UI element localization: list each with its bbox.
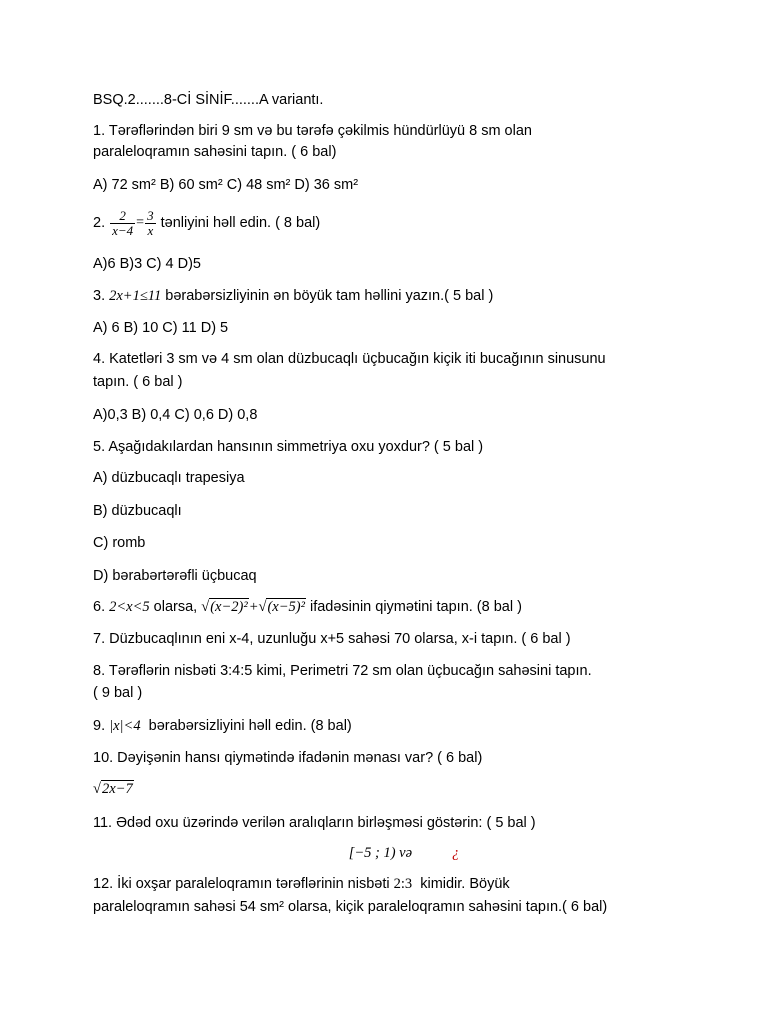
fraction-right: [145, 209, 156, 238]
question-3-text: bərabərsizliyinin ən böyük tam həllini yazın.( 5 bal ): [165, 288, 494, 304]
question-6-olarsa: olarsa,: [153, 599, 198, 615]
plus-sign: +: [248, 599, 259, 615]
question-4-line-1: 4. Katetləri 3 sm və 4 sm olan düzbucaqlı üçbucağın kiçik iti bucağının sinusunu: [93, 351, 606, 367]
question-6-text: ifadəsinin qiymətini tapın. (8 bal ): [309, 599, 522, 615]
question-5: 5. Aşağıdakılardan hansının simmetriya oxu yoxdur? ( 5 bal ): [93, 439, 484, 455]
question-8-line-1: 8. Tərəflərin nisbəti 3:4:5 kimi, Perimetri 72 sm olan üçbucağın sahəsini tapın.: [93, 663, 592, 679]
square-root-expression: √2x−7: [93, 781, 133, 797]
question-4-line-2: tapın. ( 6 bal ): [93, 374, 183, 390]
question-12-text-start: 12. İki oxşar paraleloqramın tərəflərinin nisbəti: [93, 876, 390, 892]
question-8-line-2: ( 9 bal ): [93, 685, 143, 701]
question-6: [93, 597, 693, 618]
worksheet-header: BSQ.2.......8-Cİ SİNİF.......A variantı.: [93, 92, 324, 108]
fraction-right-numerator: 3: [147, 207, 154, 223]
interval-expression: [−5 ; 1) və: [348, 845, 413, 861]
question-3-number: 3.: [93, 288, 106, 304]
question-2-text: tənliyini həll edin. ( 8 bal): [160, 215, 321, 231]
square-root-1: √(x−2)²: [201, 599, 248, 615]
question-2-options: A)6 B)3 C) 4 D)5: [93, 256, 201, 272]
question-9: [93, 716, 693, 737]
question-5-option-c: C) romb: [93, 535, 146, 551]
question-9-number: 9.: [93, 718, 106, 734]
unrendered-glyph: ¿: [452, 845, 460, 861]
question-5-option-d: D) bərabərtərəfli üçbucaq: [93, 568, 257, 584]
fraction-left-denominator: x−4: [112, 222, 134, 238]
question-12-line-2: paraleloqramın sahəsi 54 sm² olarsa, kiçik paraleloqramın sahəsini tapın.( 6 bal): [93, 899, 608, 915]
question-9-inequality: |x|<4: [109, 718, 141, 734]
fraction-right-denominator: x: [147, 222, 154, 238]
radicand-expression: 2x−7: [101, 781, 133, 797]
question-6-condition: 2<x<5: [109, 599, 150, 615]
question-5-option-b: B) düzbucaqlı: [93, 503, 182, 519]
equals-sign: =: [136, 215, 145, 231]
question-12-text-end: kimidir. Böyük: [420, 876, 510, 892]
question-1-options: A) 72 sm² B) 60 sm² C) 48 sm² D) 36 sm²: [93, 177, 359, 193]
question-2-number: 2.: [93, 215, 106, 231]
question-3-options: A) 6 B) 10 C) 11 D) 5: [93, 320, 229, 336]
question-11-intervals: [0, 843, 768, 864]
radicand-1: (x−2)²: [210, 599, 248, 615]
question-12-ratio: 2:3: [393, 876, 413, 892]
question-1-line-1: 1. Tərəflərindən biri 9 sm və bu tərəfə çəkilmis hündürlüyü 8 sm olan: [93, 123, 532, 139]
question-10: 10. Dəyişənin hansı qiymətində ifadənin mənası var? ( 6 bal): [93, 750, 483, 766]
fraction-left: [110, 209, 135, 238]
question-2: [93, 205, 693, 241]
question-11: 11. Ədəd oxu üzərində verilən aralıqların birləşməsi göstərin: ( 5 bal ): [93, 815, 536, 831]
question-7: 7. Düzbucaqlının eni x-4, uzunluğu x+5 sahəsi 70 olarsa, x-i tapın. ( 6 bal ): [93, 631, 571, 647]
question-5-option-a: A) düzbucaqlı trapesiya: [93, 470, 245, 486]
question-3: [93, 286, 693, 307]
question-10-expression: [93, 779, 693, 800]
radicand-2: (x−5)²: [267, 599, 305, 615]
question-4-options: A)0,3 B) 0,4 C) 0,6 D) 0,8: [93, 407, 258, 423]
question-1-line-2: paraleloqramın sahəsini tapın. ( 6 bal): [93, 144, 337, 160]
question-12-line-1: [93, 874, 693, 895]
fraction-left-numerator: 2: [110, 209, 135, 224]
question-9-text: bərabərsizliyini həll edin. (8 bal): [148, 718, 352, 734]
square-root-2: √(x−5)²: [258, 599, 305, 615]
question-3-inequality: 2x+1≤11: [109, 288, 162, 304]
question-6-number: 6.: [93, 599, 106, 615]
